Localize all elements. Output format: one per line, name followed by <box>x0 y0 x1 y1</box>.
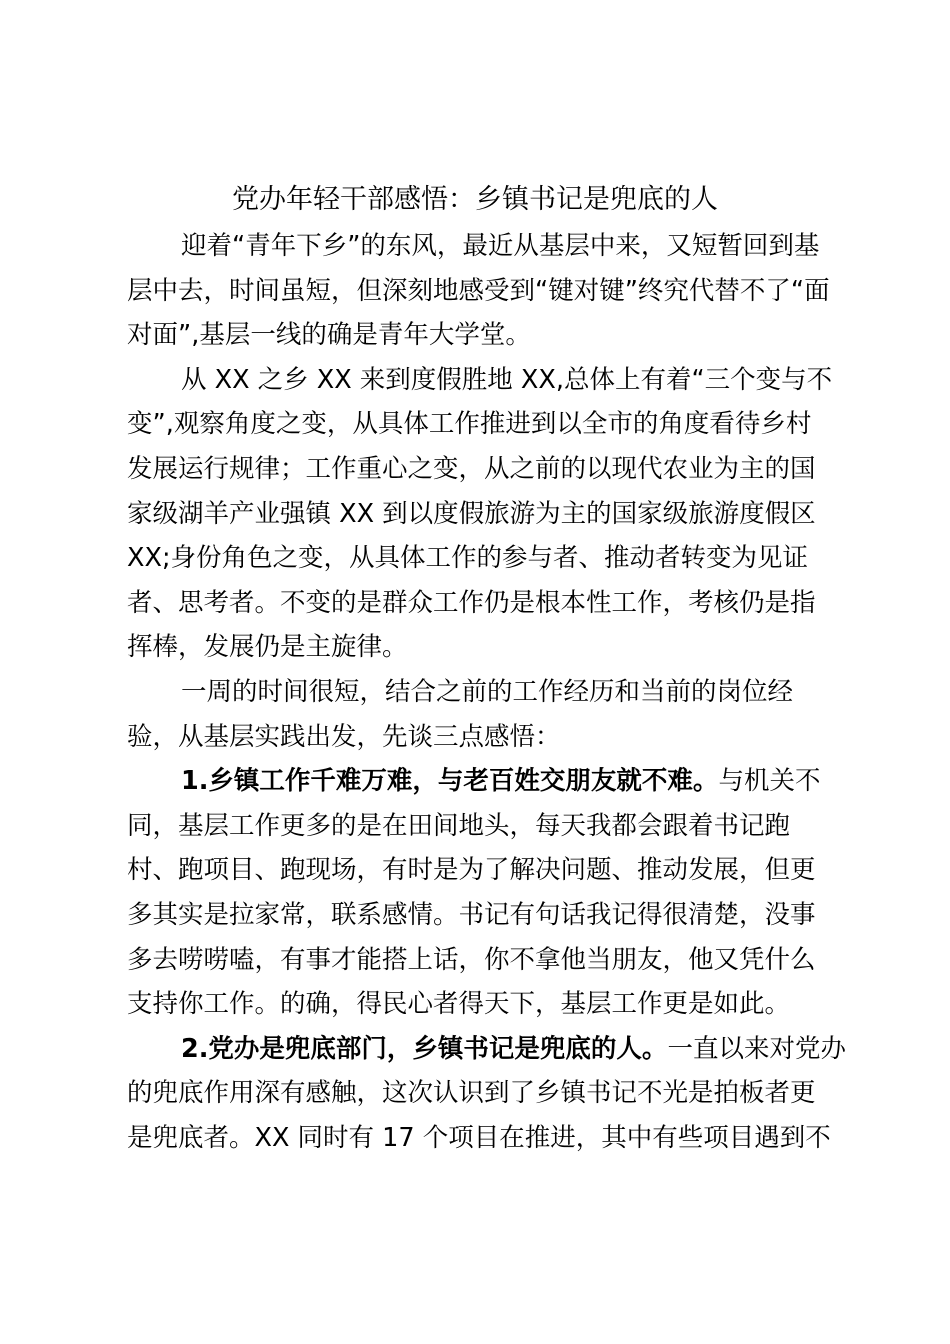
paragraph-line: 迎着“青年下乡”的东风，最近从基层中来，又短暂回到基 <box>181 231 820 261</box>
paragraph-line: 多其实是拉家常，联系感情。书记有句话我记得很清楚，没事 <box>127 899 816 930</box>
paragraph-line: 2.党办是兜底部门，乡镇书记是兜底的人。一直以来对党办 <box>181 1033 846 1064</box>
paragraph-line: 家级湖羊产业强镇 XX 到以度假旅游为主的国家级旅游度假区 <box>127 498 816 529</box>
paragraph-line: 发展运行规律；工作重心之变，从之前的以现代农业为主的国 <box>127 453 816 484</box>
document-title: 党办年轻干部感悟：乡镇书记是兜底的人 <box>232 184 718 215</box>
paragraph-line: 对面”,基层一线的确是青年大学堂。 <box>127 320 531 351</box>
paragraph-line: 验，从基层实践出发，先谈三点感悟： <box>127 721 561 752</box>
paragraph-2 <box>127 358 831 670</box>
paragraph-line: 同，基层工作更多的是在田间地头，每天我都会跟着书记跑 <box>127 810 791 841</box>
paragraph-line: XX;身份角色之变，从具体工作的参与者、推动者转变为见证 <box>127 543 809 574</box>
paragraph-line: 是兜底者。XX 同时有 17 个项目在推进，其中有些项目遇到不 <box>127 1122 831 1153</box>
paragraph-line: 支持你工作。的确，得民心者得天下，基层工作更是如此。 <box>127 989 791 1020</box>
paragraph-line: 层中去，时间虽短，但深刻地感受到“键对键”终究代替不了“面 <box>127 275 830 306</box>
paragraph-line: 变”,观察角度之变，从具体工作推进到以全市的角度看待乡村 <box>127 409 812 440</box>
paragraph-line: 多去唠唠嗑，有事才能搭上话，你不拿他当朋友，他又凭什么 <box>127 944 816 975</box>
paragraph-line: 1.乡镇工作千难万难，与老百姓交朋友就不难。与机关不 <box>181 766 821 797</box>
paragraph-line: 挥棒，发展仍是主旋律。 <box>127 632 408 663</box>
paragraph-4 <box>127 759 831 1027</box>
paragraph-line: 的兜底作用深有感触，这次认识到了乡镇书记不光是拍板者更 <box>127 1078 816 1109</box>
paragraph-3 <box>127 670 831 759</box>
paragraph-1 <box>127 224 831 358</box>
point-heading: 2.党办是兜底部门，乡镇书记是兜底的人。 <box>181 1033 668 1064</box>
paragraph-line: 一周的时间很短，结合之前的工作经历和当前的岗位经 <box>181 676 794 707</box>
paragraph-line: 者、思考者。不变的是群众工作仍是根本性工作，考核仍是指 <box>127 587 816 618</box>
paragraph-line: 从 XX 之乡 XX 来到度假胜地 XX,总体上有着“三个变与不 <box>181 364 833 395</box>
point-heading: 1.乡镇工作千难万难，与老百姓交朋友就不难。 <box>181 766 719 797</box>
paragraph-5 <box>127 1027 846 1161</box>
paragraph-line: 村、跑项目、跑现场，有时是为了解决问题、推动发展，但更 <box>127 855 816 886</box>
document-body <box>127 224 846 1160</box>
